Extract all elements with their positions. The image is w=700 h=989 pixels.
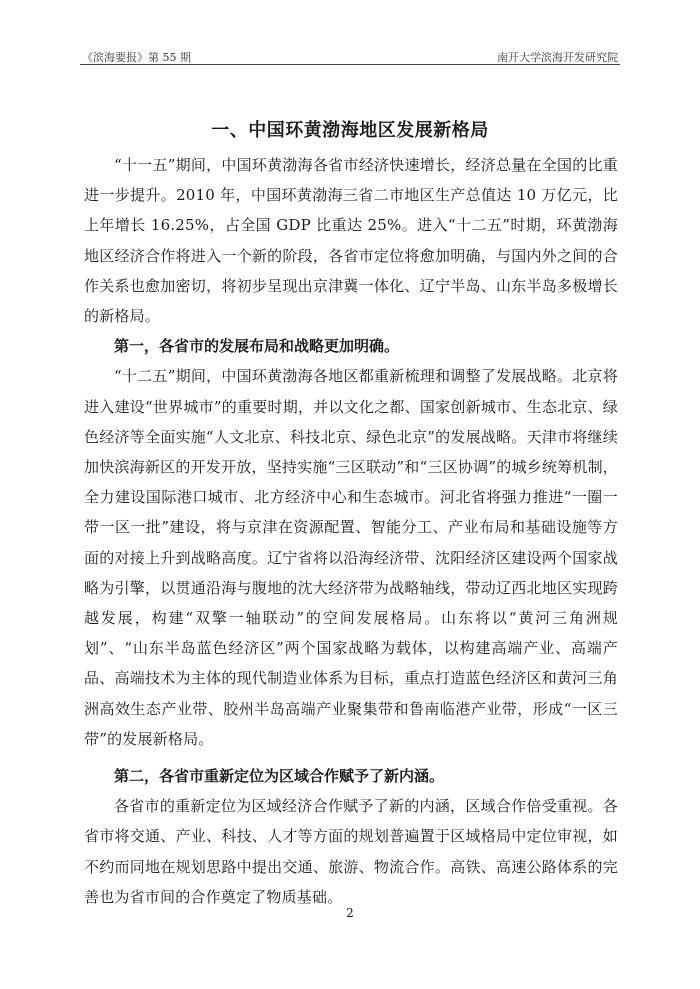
subheading-second: 第二，各省市重新定位为区域合作赋予了新内涵。 bbox=[114, 767, 445, 786]
subheading-first: 第一，各省市的发展布局和战略更加明确。 bbox=[114, 337, 400, 356]
section-title: 一、中国环黄渤海地区发展新格局 bbox=[211, 120, 489, 141]
intro-paragraph: “十一五”期间，中国环黄渤海各省市经济快速增长，经济总量在全国的比重进一步提升。2010 年，中国环黄渤海三省二市地区生产总值达 10 万亿元，比上年增长 16.25%，占全国 GDP 比重达 25%。进入“十二五”时期，环黄渤海地区经济合作将进入一个新的阶段，各省市定位将愈加明确，与国内外之间的合作关系也愈加密切，将初步呈现出京津冀一体化、辽宁半岛、山东半岛多极增长的新格局。 bbox=[84, 156, 618, 326]
document-body bbox=[84, 150, 618, 912]
running-header bbox=[80, 46, 620, 65]
page-number: 2 bbox=[346, 906, 354, 920]
strategy-paragraph: “十二五”期间，中国环黄渤海各地区都重新梳理和调整了发展战略。北京将进入建设“世界城市”的重要时期，并以文化之都、国家创新城市、生态北京、绿色经济等全面实施“人文北京、科技北京、绿色北京”的发展战略。天津市将继续加快滨海新区的开发开放，坚持实施“三区联动”和“三区协调”的城乡统筹机制，全力建设国际港口城市、北方经济中心和生态城市。河北省将强力推进“一圈一带一区一批”建设，将与京津在资源配置、智能分工、产业布局和基础设施等方面的对接上升到战略高度。辽宁省将以沿海经济带、沈阳经济区建设两个国家战略为引擎，以贯通沿海与腹地的沈大经济带为战略轴线，带动辽西北地区实现跨越发展，构建“双擎一轴联动”的空间发展格局。山东将以“黄河三角洲规划”、“山东半岛蓝色经济区”两个国家战略为载体，以构建高端产业、高端产品、高端技术为主体的现代制造业体系为目标，重点打造蓝色经济区和黄河三角洲高效生态产业带、胶州半岛高端产业聚集带和鲁南临港产业带，形成“一区三带”的发展新格局。 bbox=[84, 367, 618, 748]
header-publication: 《滨海要报》第 55 期 bbox=[82, 51, 191, 64]
header-institution: 南开大学滨海开发研究院 bbox=[497, 51, 618, 64]
cooperation-paragraph: 各省市的重新定位为区域经济合作赋予了新的内涵，区域合作倍受重视。各省市将交通、产业、科技、人才等方面的规划普遍置于区域格局中定位审视，如不约而同地在规划思路中提出交通、旅游、物流合作。高铁、高速公路体系的完善也为省市间的合作奠定了物质基础。 bbox=[84, 797, 618, 906]
